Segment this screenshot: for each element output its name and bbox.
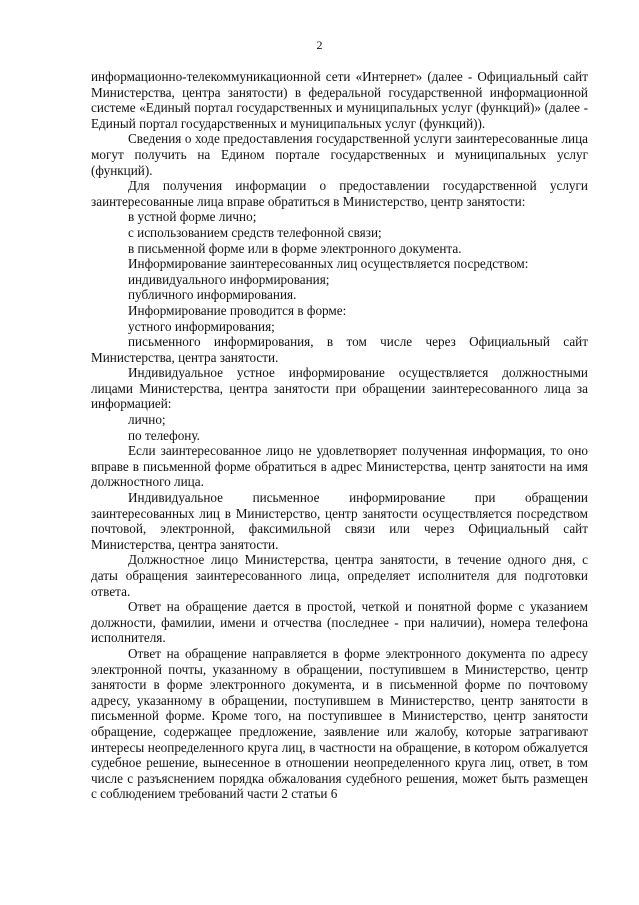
paragraph-18: Должностное лицо Министерства, центра занятости, в течение одного дня, с даты обращения заинтересованного лица, определяет исполнителя для подготовки ответа.: [91, 552, 588, 599]
page-number: 2: [316, 38, 323, 52]
paragraph-10: Информирование проводится в форме:: [128, 302, 347, 318]
paragraph-13: Индивидуальное устное информирование осуществляется должностными лицами Министерства, центра занятости при обращении заинтересованного лица за информацией:: [91, 365, 588, 412]
paragraph-12: письменного информирования, в том числе через Официальный сайт Министерства, центра занятости.: [91, 334, 588, 365]
paragraph-16: Если заинтересованное лицо не удовлетворяет полученная информация, то оно вправе в письменной форме обратиться в адрес Министерства, центр занятости на имя должностного лица.: [91, 443, 588, 490]
paragraph-20: Ответ на обращение направляется в форме электронного документа по адресу электронной почты, указанному в обращении, поступившем в Министерство, центр занятости в форме электронного документа, и в письменной форме по почтовому адресу, указанному в обращении, поступившем в Министерство, центр занятости в письменной форме. Кроме того, на поступившее в Министерство, центр занятости обращение, содержащее предложение, заявление или жалобу, которые затрагивают интересы неопределенного круга лиц, в частности на обращение, в котором обжалуется судебное решение, вынесенное в отношении неопределенного круга лиц, ответ, в том числе с разъяснением порядка обжалования судебного решения, может быть размещен с соблюдением требований части 2 статьи 6: [91, 645, 588, 802]
paragraph-1: информационно-телекоммуникационной сети «Интернет» (далее - Официальный сайт Министерства, центра занятости) в федеральной государственной информационной системе «Единый портал государственных и муниципальных услуг (функций)» (далее - Единый портал государственных и муниципальных услуг (функций)).: [91, 69, 588, 131]
paragraph-7: Информирование заинтересованных лиц осуществляется посредством:: [128, 256, 529, 272]
paragraph-19: Ответ на обращение дается в простой, четкой и понятной форме с указанием должности, фамилии, имени и отчества (последнее - при наличии), номера телефона исполнителя.: [91, 599, 588, 646]
paragraph-4: в устной форме лично;: [128, 209, 257, 225]
paragraph-14: лично;: [128, 412, 166, 428]
paragraph-2: Сведения о ходе предоставления государственной услуги заинтересованные лица могут получить на Едином портале государственных и муниципальных услуг (функций).: [91, 131, 588, 178]
paragraph-17: Индивидуальное письменное информирование при обращении заинтересованных лиц в Министерство, центр занятости осуществляется посредством почтовой, электронной, факсимильной связи или через Официальный сайт Министерства, центра занятости.: [91, 490, 588, 552]
paragraph-8: индивидуального информирования;: [128, 271, 330, 287]
paragraph-6: в письменной форме или в форме электронного документа.: [128, 240, 462, 256]
body-text: [91, 69, 588, 802]
paragraph-5: с использованием средств телефонной связи;: [128, 224, 382, 240]
paragraph-15: по телефону.: [128, 427, 200, 443]
paragraph-3: Для получения информации о предоставлении государственной услуги заинтересованные лица вправе обратиться в Министерство, центр занятости:: [91, 178, 588, 209]
paragraph-9: публичного информирования.: [128, 287, 297, 303]
paragraph-11: устного информирования;: [128, 318, 275, 334]
